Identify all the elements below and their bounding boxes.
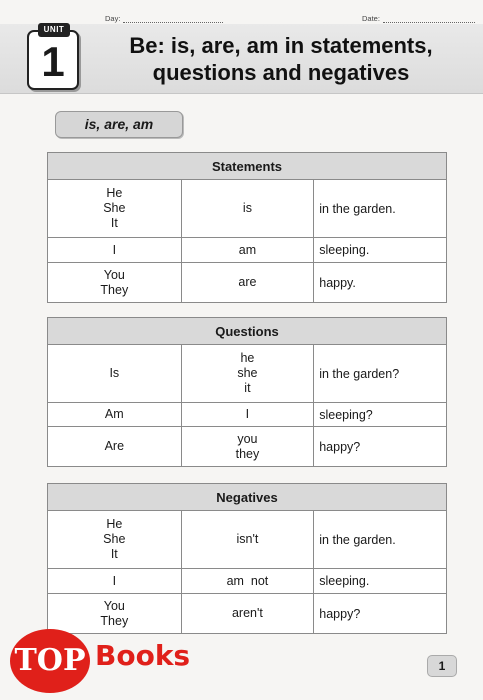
subject-she: She	[103, 532, 126, 546]
topbooks-logo	[10, 627, 220, 697]
questions-header: Questions	[48, 318, 447, 345]
unit-number: 1	[41, 38, 65, 85]
table-row	[48, 427, 447, 467]
title-line-2: questions and negatives	[152, 60, 410, 85]
verb-cell: am not	[181, 569, 314, 594]
subject-he: he	[240, 351, 255, 365]
verb-cell: Are	[48, 427, 182, 467]
day-label: Day:	[105, 14, 121, 23]
subject-he: He	[106, 186, 123, 200]
subject-you: You	[103, 267, 125, 282]
verb-cell: am	[181, 238, 314, 263]
subject-cell: I	[48, 238, 182, 263]
questions-table	[47, 317, 447, 467]
complement-cell: happy?	[314, 594, 447, 634]
subject-they: They	[100, 282, 129, 297]
subject-she: She	[103, 201, 126, 215]
subject-cell	[48, 263, 182, 303]
subject-it: It	[110, 216, 118, 230]
negatives-table	[47, 483, 447, 634]
statements-header: Statements	[48, 153, 447, 180]
subject-cell	[181, 427, 314, 467]
day-field	[105, 14, 223, 23]
table-row	[48, 180, 447, 238]
section-label: is, are, am	[55, 111, 183, 138]
table-row	[48, 263, 447, 303]
subject-cell: I	[181, 403, 314, 427]
complement-cell: sleeping.	[314, 238, 447, 263]
day-line	[123, 15, 223, 23]
table-row	[48, 403, 447, 427]
subject-they: They	[100, 613, 129, 628]
table-row	[48, 511, 447, 569]
date-label: Date:	[362, 14, 380, 23]
complement-cell: happy.	[314, 263, 447, 303]
date-field	[362, 14, 475, 23]
complement-cell: in the garden.	[314, 180, 447, 238]
subject-it: it	[244, 381, 251, 395]
unit-label: UNIT	[38, 23, 70, 37]
verb-cell: is	[181, 180, 314, 238]
table-row	[48, 569, 447, 594]
logo-badge: TOP	[10, 629, 90, 693]
complement-cell: in the garden?	[314, 345, 447, 403]
verb-cell: aren't	[181, 594, 314, 634]
complement-cell: sleeping?	[314, 403, 447, 427]
subject-cell	[181, 345, 314, 403]
subject-cell	[48, 180, 182, 238]
complement-cell: in the garden.	[314, 511, 447, 569]
complement-cell: happy?	[314, 427, 447, 467]
table-row	[48, 345, 447, 403]
verb-cell: isn't	[181, 511, 314, 569]
subject-you: You	[103, 598, 125, 613]
subject-you: you	[237, 431, 258, 446]
subject-cell	[48, 511, 182, 569]
page-number: 1	[427, 655, 457, 677]
subject-she: she	[237, 366, 258, 380]
complement-cell: sleeping.	[314, 569, 447, 594]
subject-they: they	[235, 446, 260, 461]
statements-table	[47, 152, 447, 303]
negatives-header: Negatives	[48, 484, 447, 511]
title-line-1: Be: is, are, am in statements,	[129, 33, 433, 58]
verb-cell: Am	[48, 403, 182, 427]
table-row	[48, 238, 447, 263]
subject-he: He	[106, 517, 123, 531]
subject-it: It	[110, 547, 118, 561]
verb-cell: Is	[48, 345, 182, 403]
date-line	[383, 15, 475, 23]
verb-cell: are	[181, 263, 314, 303]
unit-badge	[27, 25, 79, 90]
subject-cell: I	[48, 569, 182, 594]
page-title	[96, 32, 466, 86]
logo-wordmark: Books	[95, 639, 191, 672]
